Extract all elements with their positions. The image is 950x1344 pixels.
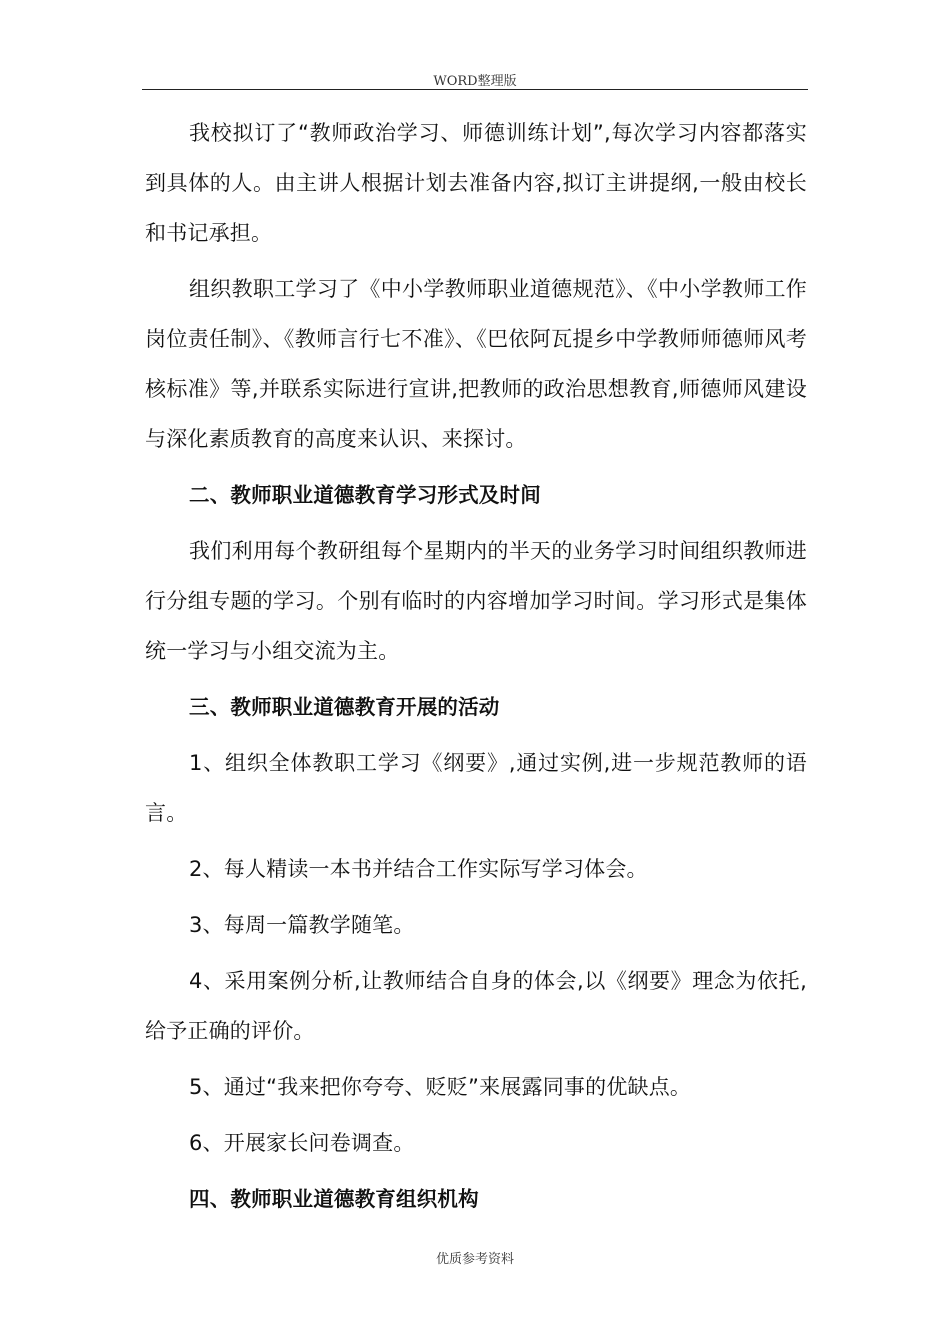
list-item-2: 2、每人精读一本书并结合工作实际写学习体会。 (189, 857, 648, 881)
list-item-6: 6、开展家长问卷调查。 (189, 1131, 415, 1155)
paragraph-staff-study: 组织教职工学习了《中小学教师职业道德规范》、《中小学教师工作岗位责任制》、《教师言行七不准》、《巴依阿瓦提乡中学教师师德师风考核标准》等,并联系实际进行宣讲,把教师的政治思想教育,师德师风建设与深化素质教育的高度来认识、来探讨。 (145, 277, 807, 451)
section-heading-3: 三、教师职业道德教育开展的活动 (189, 695, 500, 719)
document-body (145, 108, 807, 1230)
section-heading-4: 四、教师职业道德教育组织机构 (189, 1187, 479, 1211)
paragraph-study-plan: 我校拟订了“教师政治学习、师德训练计划”,每次学习内容都落实到具体的人。由主讲人根据计划去准备内容,拟订主讲提纲,一般由校长和书记承担。 (145, 121, 807, 245)
page-footer: 优质参考资料 (435, 1252, 514, 1267)
header-divider (142, 89, 808, 90)
list-item-1: 1、组织全体教职工学习《纲要》,通过实例,进一步规范教师的语言。 (145, 751, 807, 825)
paragraph-study-form: 我们利用每个教研组每个星期内的半天的业务学习时间组织教师进行分组专题的学习。个别有临时的内容增加学习时间。学习形式是集体统一学习与小组交流为主。 (145, 539, 807, 663)
list-item-3: 3、每周一篇教学随笔。 (189, 913, 415, 937)
list-item-5: 5、通过“我来把你夸夸、贬贬”来展露同事的优缺点。 (189, 1075, 692, 1099)
page-header: WORD整理版 (433, 74, 517, 89)
section-heading-2: 二、教师职业道德教育学习形式及时间 (189, 483, 541, 507)
list-item-4: 4、采用案例分析,让教师结合自身的体会,以《纲要》理念为依托,给予正确的评价。 (145, 969, 807, 1043)
